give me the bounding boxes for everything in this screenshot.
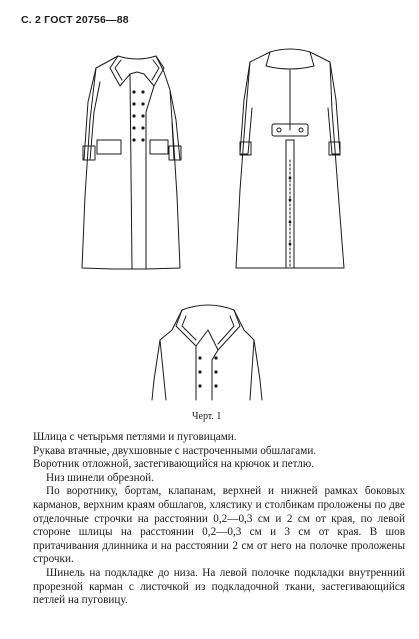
body-text <box>33 431 405 608</box>
collar-detail-drawing <box>152 305 262 400</box>
figure-caption: Черт. 1 <box>192 411 222 422</box>
paragraph: Низ шинели обрезной. <box>46 471 154 484</box>
paragraph: По воротнику, бортам, клапанам, верхней и нижней рамках боковых карманов, верхним краям обшлагов, хлястику и столбикам проложены по две отделочные строчки на расстоянии 0,2—0,3 см и 2 см от края, по левой стороне шлицы на расстоянии 0,2—0,3 см и 3 см от края. В шов притачивания длинника и на расстоянии 2 см от него на полочке проложены строчки. <box>33 485 405 566</box>
coat-front-drawing <box>82 56 181 269</box>
paragraph: Шинель на подкладке до низа. На левой полочке подкладки внутренний прорезной карман с листочкой из подкладочной ткани, застегивающийся петлей на пуговицу. <box>33 566 405 607</box>
paragraph: Шлица с четырьмя петлями и пуговицами. <box>33 431 237 443</box>
paragraph: Воротник отложной, застегивающийся на крючок и петлю. <box>33 458 315 471</box>
coat-back-drawing <box>236 49 344 268</box>
paragraph: Рукава втачные, двухшовные с настроченными обшлагами. <box>33 444 317 457</box>
running-header: С. 2 ГОСТ 20756—88 <box>21 14 129 26</box>
